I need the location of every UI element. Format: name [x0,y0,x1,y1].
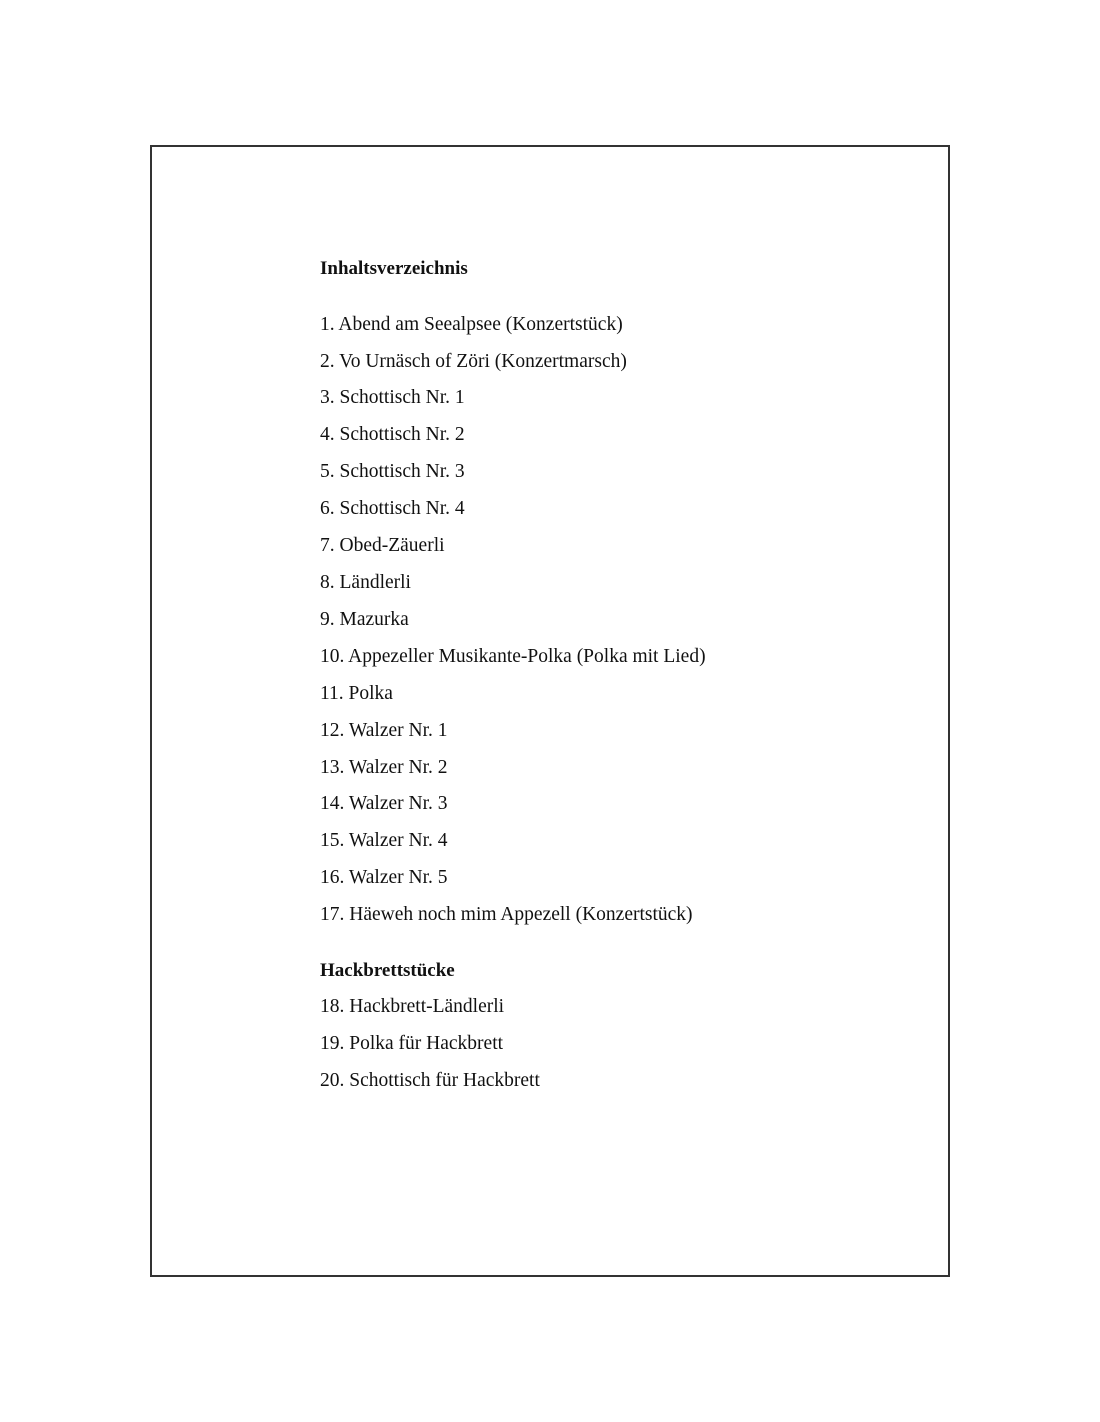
toc-entry: 19. Polka für Hackbrett [320,1033,504,1054]
toc-entry: 1. Abend am Seealpsee (Konzertstück) [320,314,623,335]
toc-entry: 20. Schottisch für Hackbrett [320,1070,540,1091]
toc-entry: 6. Schottisch Nr. 4 [320,498,465,519]
toc-entry: 18. Hackbrett-Ländlerli [320,996,505,1017]
toc-entry: 11. Polka [320,683,393,704]
toc-entry: 5. Schottisch Nr. 3 [320,461,465,482]
toc-entry: 17. Häeweh noch mim Appezell (Konzertstück) [320,904,693,925]
toc-title: Inhaltsverzeichnis [320,258,468,279]
toc-entry: 9. Mazurka [320,609,409,630]
toc-entry: 13. Walzer Nr. 2 [320,757,448,778]
toc-entry: 4. Schottisch Nr. 2 [320,424,465,445]
toc-entry: 15. Walzer Nr. 4 [320,830,448,851]
toc-entry: 7. Obed-Zäuerli [320,535,445,556]
toc-entry: 3. Schottisch Nr. 1 [320,387,465,408]
toc-entry: 2. Vo Urnäsch of Zöri (Konzertmarsch) [320,351,627,372]
toc-entry: 14. Walzer Nr. 3 [320,793,448,814]
toc-entry: 8. Ländlerli [320,572,411,593]
section-heading-hackbrett: Hackbrettstücke [320,960,455,981]
toc-entry: 16. Walzer Nr. 5 [320,867,448,888]
toc-entry: 12. Walzer Nr. 1 [320,720,448,741]
toc-entry: 10. Appezeller Musikante-Polka (Polka mit Lied) [320,646,706,667]
